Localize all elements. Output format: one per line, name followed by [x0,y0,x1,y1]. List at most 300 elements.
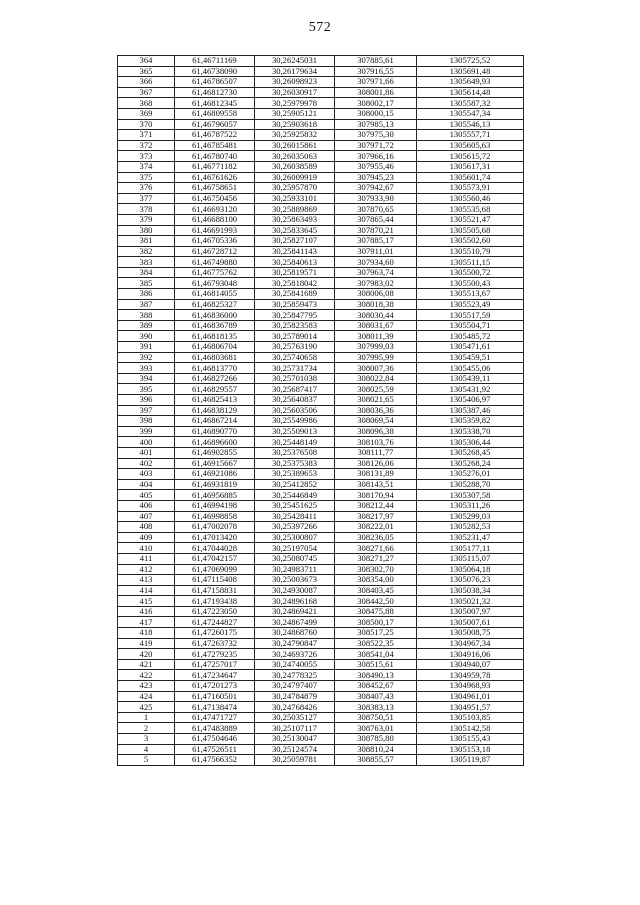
point-number-cell: 418 [118,628,175,639]
table-row [118,702,524,713]
table-row [118,469,524,480]
y-coordinate-cell: 1305007,61 [417,617,524,628]
table-row [118,214,524,225]
point-number-cell: 396 [118,395,175,406]
x-coordinate-cell: 308785,80 [335,734,417,745]
point-number-cell: 409 [118,532,175,543]
longitude-cell: 30,25549986 [255,416,335,427]
longitude-cell: 30,25903618 [255,119,335,130]
point-number-cell: 422 [118,670,175,681]
x-coordinate-cell: 307966,16 [335,151,417,162]
longitude-cell: 30,26179634 [255,66,335,77]
latitude-cell: 61,46813770 [175,363,255,374]
latitude-cell: 61,46793048 [175,278,255,289]
y-coordinate-cell: 1305614,48 [417,87,524,98]
y-coordinate-cell: 1305601,74 [417,172,524,183]
longitude-cell: 30,25818042 [255,278,335,289]
y-coordinate-cell: 1305523,49 [417,299,524,310]
y-coordinate-cell: 1305007,97 [417,606,524,617]
longitude-cell: 30,25925832 [255,130,335,141]
latitude-cell: 61,47244827 [175,617,255,628]
point-number-cell: 406 [118,500,175,511]
longitude-cell: 30,25763190 [255,342,335,353]
x-coordinate-cell: 308002,17 [335,98,417,109]
table-row [118,755,524,766]
longitude-cell: 30,25789014 [255,331,335,342]
latitude-cell: 61,46785481 [175,140,255,151]
x-coordinate-cell: 308750,51 [335,712,417,723]
y-coordinate-cell: 1305299,03 [417,511,524,522]
table-row [118,426,524,437]
longitude-cell: 30,25701038 [255,373,335,384]
longitude-cell: 30,25389653 [255,469,335,480]
y-coordinate-cell: 1304959,78 [417,670,524,681]
point-number-cell: 404 [118,479,175,490]
latitude-cell: 61,47504646 [175,734,255,745]
y-coordinate-cell: 1305268,24 [417,458,524,469]
point-number-cell: 389 [118,320,175,331]
point-number-cell: 367 [118,87,175,98]
x-coordinate-cell: 307975,30 [335,130,417,141]
longitude-cell: 30,26030917 [255,87,335,98]
y-coordinate-cell: 1305103,85 [417,712,524,723]
x-coordinate-cell: 307985,13 [335,119,417,130]
table-row [118,723,524,734]
point-number-cell: 408 [118,522,175,533]
table-row [118,617,524,628]
point-number-cell: 370 [118,119,175,130]
table-row [118,320,524,331]
longitude-cell: 30,25603506 [255,405,335,416]
point-number-cell: 3 [118,734,175,745]
x-coordinate-cell: 307995,99 [335,352,417,363]
latitude-cell: 61,47279235 [175,649,255,660]
y-coordinate-cell: 1305282,53 [417,522,524,533]
point-number-cell: 425 [118,702,175,713]
table-row [118,161,524,172]
y-coordinate-cell: 1305500,72 [417,267,524,278]
latitude-cell: 61,47260175 [175,628,255,639]
x-coordinate-cell: 307933,90 [335,193,417,204]
y-coordinate-cell: 1305510,79 [417,246,524,257]
point-number-cell: 377 [118,193,175,204]
table-row [118,119,524,130]
longitude-cell: 30,25080745 [255,553,335,564]
x-coordinate-cell: 308018,38 [335,299,417,310]
latitude-cell: 61,47115408 [175,575,255,586]
y-coordinate-cell: 1305439,11 [417,373,524,384]
latitude-cell: 61,46931819 [175,479,255,490]
point-number-cell: 423 [118,681,175,692]
longitude-cell: 30,25859473 [255,299,335,310]
x-coordinate-cell: 308515,61 [335,659,417,670]
latitude-cell: 61,47201273 [175,681,255,692]
table-row [118,532,524,543]
y-coordinate-cell: 1305064,18 [417,564,524,575]
point-number-cell: 373 [118,151,175,162]
y-coordinate-cell: 1305119,87 [417,755,524,766]
latitude-cell: 61,46691993 [175,225,255,236]
table-row [118,289,524,300]
latitude-cell: 61,47566352 [175,755,255,766]
latitude-cell: 61,46829557 [175,384,255,395]
x-coordinate-cell: 307942,67 [335,183,417,194]
y-coordinate-cell: 1304961,01 [417,691,524,702]
table-row [118,342,524,353]
table-row [118,447,524,458]
latitude-cell: 61,46738090 [175,66,255,77]
table-row [118,628,524,639]
table-row [118,479,524,490]
latitude-cell: 61,46750456 [175,193,255,204]
longitude-cell: 30,24868760 [255,628,335,639]
point-number-cell: 372 [118,140,175,151]
longitude-cell: 30,24768426 [255,702,335,713]
latitude-cell: 61,46728712 [175,246,255,257]
latitude-cell: 61,46809558 [175,108,255,119]
table-row [118,712,524,723]
latitude-cell: 61,47138474 [175,702,255,713]
point-number-cell: 395 [118,384,175,395]
longitude-cell: 30,25300807 [255,532,335,543]
latitude-cell: 61,46786507 [175,77,255,88]
y-coordinate-cell: 1305431,92 [417,384,524,395]
latitude-cell: 61,47234647 [175,670,255,681]
table-row [118,458,524,469]
point-number-cell: 4 [118,744,175,755]
y-coordinate-cell: 1305500,43 [417,278,524,289]
x-coordinate-cell: 308490,13 [335,670,417,681]
coordinates-table-body [118,56,524,766]
x-coordinate-cell: 308354,00 [335,575,417,586]
y-coordinate-cell: 1305649,93 [417,77,524,88]
y-coordinate-cell: 1305573,91 [417,183,524,194]
longitude-cell: 30,24867499 [255,617,335,628]
latitude-cell: 61,47013420 [175,532,255,543]
y-coordinate-cell: 1305288,70 [417,479,524,490]
table-row [118,681,524,692]
x-coordinate-cell: 308217,97 [335,511,417,522]
x-coordinate-cell: 308000,15 [335,108,417,119]
point-number-cell: 394 [118,373,175,384]
latitude-cell: 61,47044028 [175,543,255,554]
x-coordinate-cell: 307870,21 [335,225,417,236]
longitude-cell: 30,25833645 [255,225,335,236]
longitude-cell: 30,24896168 [255,596,335,607]
x-coordinate-cell: 308111,77 [335,447,417,458]
y-coordinate-cell: 1305038,34 [417,585,524,596]
x-coordinate-cell: 307971,72 [335,140,417,151]
x-coordinate-cell: 308383,13 [335,702,417,713]
latitude-cell: 61,46814055 [175,289,255,300]
longitude-cell: 30,25731734 [255,363,335,374]
latitude-cell: 61,46711169 [175,56,255,67]
x-coordinate-cell: 307885,61 [335,56,417,67]
latitude-cell: 61,46838129 [175,405,255,416]
longitude-cell: 30,25841143 [255,246,335,257]
latitude-cell: 61,47069099 [175,564,255,575]
x-coordinate-cell: 308236,05 [335,532,417,543]
latitude-cell: 61,47471727 [175,712,255,723]
x-coordinate-cell: 308069,54 [335,416,417,427]
point-number-cell: 407 [118,511,175,522]
longitude-cell: 30,24797407 [255,681,335,692]
latitude-cell: 61,47193438 [175,596,255,607]
point-number-cell: 386 [118,289,175,300]
longitude-cell: 30,24869421 [255,606,335,617]
point-number-cell: 399 [118,426,175,437]
latitude-cell: 61,46825413 [175,395,255,406]
point-number-cell: 424 [118,691,175,702]
point-number-cell: 419 [118,638,175,649]
x-coordinate-cell: 308475,88 [335,606,417,617]
latitude-cell: 61,47257017 [175,659,255,670]
latitude-cell: 61,46796057 [175,119,255,130]
point-number-cell: 387 [118,299,175,310]
table-row [118,66,524,77]
point-number-cell: 369 [118,108,175,119]
latitude-cell: 61,46812730 [175,87,255,98]
x-coordinate-cell: 307971,66 [335,77,417,88]
longitude-cell: 30,25957870 [255,183,335,194]
point-number-cell: 371 [118,130,175,141]
latitude-cell: 61,46688100 [175,214,255,225]
longitude-cell: 30,25889869 [255,204,335,215]
x-coordinate-cell: 307916,55 [335,66,417,77]
point-number-cell: 1 [118,712,175,723]
x-coordinate-cell: 308403,45 [335,585,417,596]
latitude-cell: 61,46827266 [175,373,255,384]
y-coordinate-cell: 1305177,11 [417,543,524,554]
y-coordinate-cell: 1305021,32 [417,596,524,607]
longitude-cell: 30,26245031 [255,56,335,67]
longitude-cell: 30,25840613 [255,257,335,268]
point-number-cell: 393 [118,363,175,374]
longitude-cell: 30,25905121 [255,108,335,119]
longitude-cell: 30,25397266 [255,522,335,533]
latitude-cell: 61,46867214 [175,416,255,427]
x-coordinate-cell: 308006,08 [335,289,417,300]
table-row [118,130,524,141]
y-coordinate-cell: 1305142,58 [417,723,524,734]
x-coordinate-cell: 308126,06 [335,458,417,469]
longitude-cell: 30,26035063 [255,151,335,162]
table-row [118,670,524,681]
table-row [118,522,524,533]
x-coordinate-cell: 308096,38 [335,426,417,437]
table-row [118,606,524,617]
point-number-cell: 374 [118,161,175,172]
longitude-cell: 30,25863493 [255,214,335,225]
table-row [118,691,524,702]
longitude-cell: 30,25827107 [255,236,335,247]
point-number-cell: 400 [118,437,175,448]
longitude-cell: 30,25124574 [255,744,335,755]
x-coordinate-cell: 308517,25 [335,628,417,639]
x-coordinate-cell: 308007,36 [335,363,417,374]
y-coordinate-cell: 1305268,45 [417,447,524,458]
latitude-cell: 61,47223050 [175,606,255,617]
point-number-cell: 398 [118,416,175,427]
latitude-cell: 61,47042157 [175,553,255,564]
table-row [118,373,524,384]
x-coordinate-cell: 308170,94 [335,490,417,501]
point-number-cell: 384 [118,267,175,278]
y-coordinate-cell: 1305076,23 [417,575,524,586]
y-coordinate-cell: 1304916,06 [417,649,524,660]
latitude-cell: 61,46825327 [175,299,255,310]
longitude-cell: 30,25003673 [255,575,335,586]
x-coordinate-cell: 308442,50 [335,596,417,607]
y-coordinate-cell: 1304968,93 [417,681,524,692]
table-row [118,204,524,215]
longitude-cell: 30,25687417 [255,384,335,395]
latitude-cell: 61,46915667 [175,458,255,469]
table-row [118,659,524,670]
y-coordinate-cell: 1305547,34 [417,108,524,119]
point-number-cell: 2 [118,723,175,734]
y-coordinate-cell: 1305560,46 [417,193,524,204]
y-coordinate-cell: 1305691,48 [417,66,524,77]
point-number-cell: 379 [118,214,175,225]
x-coordinate-cell: 308143,51 [335,479,417,490]
latitude-cell: 61,46758651 [175,183,255,194]
table-row [118,225,524,236]
table-row [118,183,524,194]
point-number-cell: 364 [118,56,175,67]
latitude-cell: 61,46896600 [175,437,255,448]
point-number-cell: 412 [118,564,175,575]
longitude-cell: 30,26009919 [255,172,335,183]
y-coordinate-cell: 1305521,47 [417,214,524,225]
longitude-cell: 30,25412852 [255,479,335,490]
y-coordinate-cell: 1305517,59 [417,310,524,321]
latitude-cell: 61,47483889 [175,723,255,734]
longitude-cell: 30,25740658 [255,352,335,363]
y-coordinate-cell: 1305455,06 [417,363,524,374]
y-coordinate-cell: 1305406,97 [417,395,524,406]
x-coordinate-cell: 307911,01 [335,246,417,257]
table-row [118,596,524,607]
y-coordinate-cell: 1305115,07 [417,553,524,564]
x-coordinate-cell: 308131,89 [335,469,417,480]
y-coordinate-cell: 1305615,72 [417,151,524,162]
point-number-cell: 365 [118,66,175,77]
y-coordinate-cell: 1305311,26 [417,500,524,511]
x-coordinate-cell: 308030,44 [335,310,417,321]
table-row [118,500,524,511]
latitude-cell: 61,46836000 [175,310,255,321]
y-coordinate-cell: 1305387,46 [417,405,524,416]
longitude-cell: 30,25933101 [255,193,335,204]
point-number-cell: 401 [118,447,175,458]
y-coordinate-cell: 1304951,57 [417,702,524,713]
longitude-cell: 30,25841689 [255,289,335,300]
point-number-cell: 5 [118,755,175,766]
table-row [118,193,524,204]
longitude-cell: 30,25446849 [255,490,335,501]
longitude-cell: 30,24693726 [255,649,335,660]
point-number-cell: 402 [118,458,175,469]
y-coordinate-cell: 1305511,15 [417,257,524,268]
point-number-cell: 388 [118,310,175,321]
latitude-cell: 61,47002078 [175,522,255,533]
point-number-cell: 366 [118,77,175,88]
longitude-cell: 30,24790847 [255,638,335,649]
table-row [118,437,524,448]
x-coordinate-cell: 308810,24 [335,744,417,755]
longitude-cell: 30,25448149 [255,437,335,448]
point-number-cell: 421 [118,659,175,670]
latitude-cell: 61,46749880 [175,257,255,268]
longitude-cell: 30,24778325 [255,670,335,681]
point-number-cell: 391 [118,342,175,353]
latitude-cell: 61,46761626 [175,172,255,183]
table-row [118,416,524,427]
table-row [118,734,524,745]
x-coordinate-cell: 308855,57 [335,755,417,766]
point-number-cell: 414 [118,585,175,596]
longitude-cell: 30,24930087 [255,585,335,596]
point-number-cell: 413 [118,575,175,586]
point-number-cell: 368 [118,98,175,109]
latitude-cell: 61,47263732 [175,638,255,649]
y-coordinate-cell: 1305617,31 [417,161,524,172]
y-coordinate-cell: 1305513,67 [417,289,524,300]
point-number-cell: 390 [118,331,175,342]
longitude-cell: 30,25509013 [255,426,335,437]
table-row [118,257,524,268]
longitude-cell: 30,25640837 [255,395,335,406]
table-row [118,172,524,183]
y-coordinate-cell: 1305587,32 [417,98,524,109]
y-coordinate-cell: 1305276,01 [417,469,524,480]
table-row [118,77,524,88]
y-coordinate-cell: 1305505,68 [417,225,524,236]
latitude-cell: 61,46812345 [175,98,255,109]
x-coordinate-cell: 308011,39 [335,331,417,342]
y-coordinate-cell: 1305546,13 [417,119,524,130]
table-row [118,352,524,363]
x-coordinate-cell: 308212,44 [335,500,417,511]
x-coordinate-cell: 307934,60 [335,257,417,268]
x-coordinate-cell: 308021,65 [335,395,417,406]
latitude-cell: 61,46787522 [175,130,255,141]
table-row [118,98,524,109]
table-row [118,405,524,416]
latitude-cell: 61,46994198 [175,500,255,511]
point-number-cell: 420 [118,649,175,660]
point-number-cell: 385 [118,278,175,289]
x-coordinate-cell: 307870,65 [335,204,417,215]
longitude-cell: 30,24784879 [255,691,335,702]
table-row [118,384,524,395]
table-row [118,310,524,321]
table-row [118,56,524,67]
y-coordinate-cell: 1304967,34 [417,638,524,649]
x-coordinate-cell: 308103,76 [335,437,417,448]
longitude-cell: 30,25197054 [255,543,335,554]
y-coordinate-cell: 1305485,72 [417,331,524,342]
x-coordinate-cell: 308452,67 [335,681,417,692]
longitude-cell: 30,25823583 [255,320,335,331]
x-coordinate-cell: 308500,17 [335,617,417,628]
longitude-cell: 30,24740055 [255,659,335,670]
point-number-cell: 397 [118,405,175,416]
longitude-cell: 30,25035127 [255,712,335,723]
table-row [118,140,524,151]
y-coordinate-cell: 1305502,60 [417,236,524,247]
